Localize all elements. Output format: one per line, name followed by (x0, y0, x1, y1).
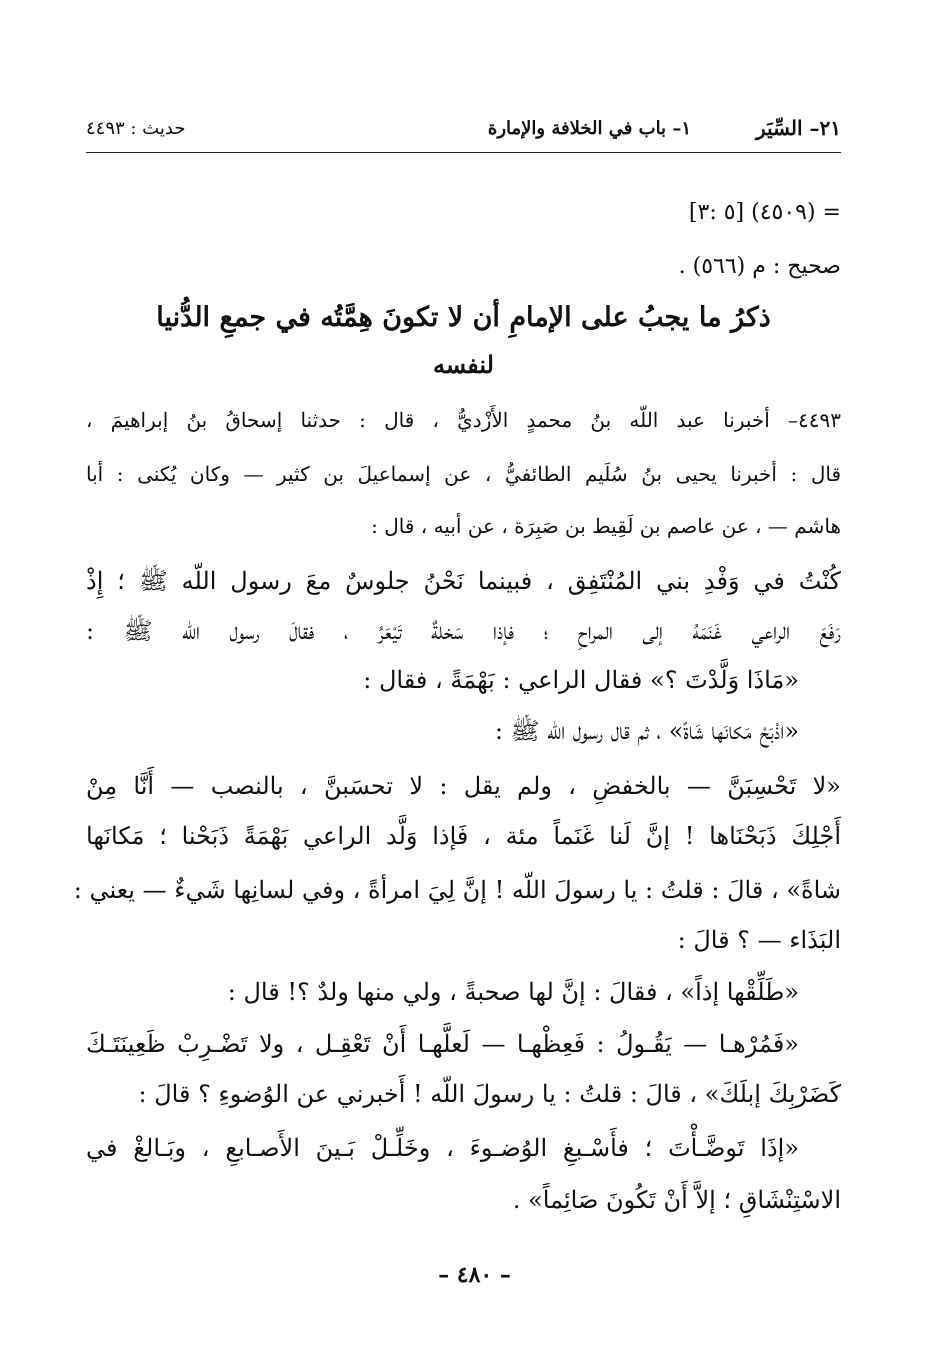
matn-line: «لا تَحْسِبَنَّ — بالخفضِ ، ولم يقل : لا تحسَبنَّ ، بالنصب — أَنَّا مِنْ (86, 772, 841, 800)
grading-line: صحيح : م (٥٦٦) . (678, 254, 841, 279)
page-number: – ٤٨٠ – (438, 1262, 511, 1288)
chapter-title: ذكرُ ما يجبُ على الإمامِ أن لا تكونَ هِمَّتُه في جمعِ الدُّنيا (156, 302, 771, 333)
matn-line: شاةً» ، قالَ : قلتُ : يا رسولَ اللّه ! إنَّ لِيَ امرأةً ، وفي لسانِها شَيءٌ — يعني : (73, 876, 841, 904)
matn-line: كَضَرْبِكَ إبلَكَ» ، قالَ : قلتُ : يا رسولَ اللّه ! أَخبرني عن الوُضوءِ ؟ قالَ : (138, 1080, 841, 1108)
reference-line: = (٤٥٠٩) [٥ :٣] (688, 200, 841, 225)
matn-line: «طَلِّقْها إذاً» ، فقالَ : إنَّ لها صحبةً ، ولي منها ولدٌ ؟! قال : (227, 978, 799, 1006)
chapter-title-continued: لنفسه (433, 350, 494, 379)
running-head (86, 112, 841, 153)
isnad-line: هاشم — ، عن عاصم بن لَقِيط بن صَبِرَة ، عن أبيه ، قال : (371, 514, 841, 538)
matn-line: «اذْبَحْ مَكانَها شَاةً» ، ثم قال رسول اللّه ﷺ : (494, 717, 799, 745)
matn-line: الاسْتِنْشَاقِ ؛ إلاَّ أَنْ تَكُونَ صَائِماً» . (512, 1186, 841, 1214)
matn-line: «مَاذَا وَلَّدْتَ ؟» فقال الراعي : بَهْمَةً ، فقال : (363, 666, 799, 694)
matn-line: أَجْلِكَ ذَبَحْنَاها ! إنَّ لَنا غَنَماً مئة ، فَإذا وَلَّد الراعي بَهْمَةً ذَبَحْنا ؛ مَكانَها (86, 822, 841, 850)
isnad-line: قال : أخبرنا يحيى بنُ سُلَيم الطائفيُّ ، عن إسماعيلَ بن كثير — وكان يُكنى : أبا (86, 462, 841, 486)
matn-line: «فَمُرْهـا — يَقُـولُ : فَعِظْهـا — لَعلَّهـا أَنْ تَعْقِـل ، ولا تَضْـرِبْ ظَعِينَتَـكَ (86, 1030, 799, 1058)
matn-line: رَفَعَ الراعي غَنَمَهُ إلى المراحِ ؛ فإذا سَخلةٌ تَيْعَرُ ، فقالَ رسول اللّه ﷺ : (86, 617, 841, 645)
isnad-line: ٤٤٩٣– أخبرنا عبد اللّه بنُ محمدٍ الأَزْديُّ ، قال : حدثنا إسحاقُ بنُ إبراهيمَ ، (86, 408, 841, 432)
running-head-hadith-number: حديث : ٤٤٩٣ (86, 118, 186, 139)
matn-line: «إذَا تَوضَّـأْتَ ؛ فأَسْـبغِ الوُضـوءَ ، وخَلِّـلْ بَـينَ الأَصـابعِ ، وبَـالغْ في (86, 1134, 800, 1162)
running-head-section: ١– باب في الخلافة والإمارة (487, 118, 691, 139)
running-head-chapter: ٢١– السِّيَر (755, 116, 841, 140)
matn-line: البَذَاء — ؟ قالَ : (677, 926, 841, 954)
matn-line: كُنْتُ في وَفْدِ بني المُنْتَفِق ، فبينما نَحْنُ جلوسٌ معَ رسول اللّه ﷺ ؛ إِذْ (86, 567, 841, 595)
